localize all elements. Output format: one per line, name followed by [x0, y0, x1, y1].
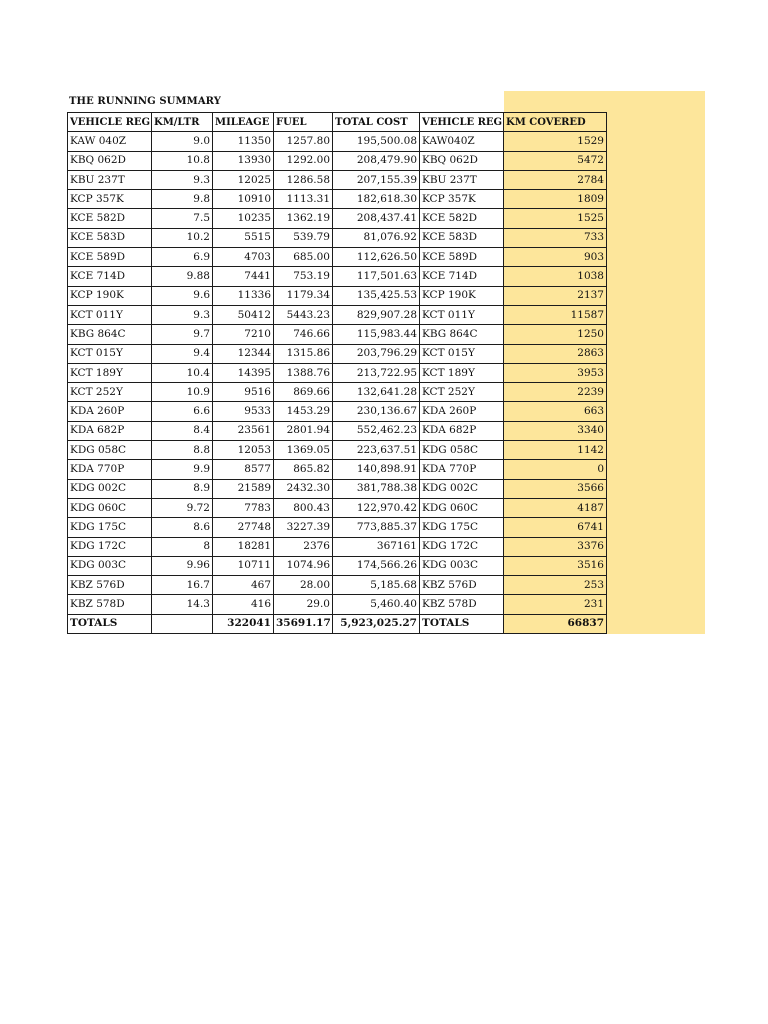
cell-km-covered: 3566: [504, 479, 607, 498]
cell-fuel: 29.0: [274, 595, 333, 614]
cell-km-covered: 1529: [504, 132, 607, 151]
header-mileage: MILEAGE: [213, 113, 274, 132]
table-row: [68, 344, 607, 363]
cell-km-covered: 3953: [504, 363, 607, 382]
cell-vehicle-reg: KCT 015Y: [68, 344, 152, 363]
cell-fuel: 1388.76: [274, 363, 333, 382]
cell-fuel: 1286.58: [274, 170, 333, 189]
cell-vehicle-reg: KDG 058C: [68, 441, 152, 460]
header-km-covered: KM COVERED: [504, 113, 607, 132]
table-row: [68, 460, 607, 479]
table-row: [68, 267, 607, 286]
cell-km-covered: 4187: [504, 498, 607, 517]
cell-vehicle-reg: KDG 060C: [68, 498, 152, 517]
cell-total-cost: 773,885.37: [333, 518, 420, 537]
cell-vehicle-reg: KDG 175C: [68, 518, 152, 537]
cell-km-covered: 2137: [504, 286, 607, 305]
cell-vehicle-reg: KBG 864C: [68, 325, 152, 344]
cell-fuel: 869.66: [274, 383, 333, 402]
cell-mileage: 7441: [213, 267, 274, 286]
table-row: [68, 286, 607, 305]
table-row: [68, 151, 607, 170]
cell-km-covered: 3376: [504, 537, 607, 556]
cell-km-ltr: 8.8: [152, 441, 213, 460]
cell-fuel: 1074.96: [274, 556, 333, 575]
cell-fuel: 2376: [274, 537, 333, 556]
table-row: [68, 595, 607, 614]
cell-total-cost: 81,076.92: [333, 228, 420, 247]
cell-vehicle-reg: KDA 260P: [68, 402, 152, 421]
cell-fuel: 1369.05: [274, 441, 333, 460]
table-row: [68, 248, 607, 267]
cell-total-cost: 381,788.38: [333, 479, 420, 498]
cell-vehicle-reg-2: KDG 058C: [420, 441, 504, 460]
cell-vehicle-reg-2: KCT 252Y: [420, 383, 504, 402]
cell-km-ltr: 8.4: [152, 421, 213, 440]
cell-vehicle-reg: KCE 589D: [68, 248, 152, 267]
cell-km-ltr: 14.3: [152, 595, 213, 614]
cell-km-ltr: 9.9: [152, 460, 213, 479]
cell-fuel: 865.82: [274, 460, 333, 479]
cell-km-ltr: 10.4: [152, 363, 213, 382]
table-row: [68, 479, 607, 498]
cell-km-ltr: 9.6: [152, 286, 213, 305]
cell-fuel: 1257.80: [274, 132, 333, 151]
cell-km-covered: 1809: [504, 190, 607, 209]
cell-km-ltr: 9.96: [152, 556, 213, 575]
cell-vehicle-reg: KBZ 578D: [68, 595, 152, 614]
totals-total-cost: 5,923,025.27: [333, 614, 420, 633]
table-row: [68, 402, 607, 421]
cell-total-cost: 5,185.68: [333, 576, 420, 595]
cell-mileage: 10910: [213, 190, 274, 209]
cell-km-covered: 663: [504, 402, 607, 421]
cell-mileage: 50412: [213, 305, 274, 324]
totals-label: TOTALS: [68, 614, 152, 633]
cell-fuel: 1362.19: [274, 209, 333, 228]
cell-fuel: 28.00: [274, 576, 333, 595]
table-row: [68, 209, 607, 228]
cell-vehicle-reg: KDG 172C: [68, 537, 152, 556]
cell-mileage: 11350: [213, 132, 274, 151]
cell-mileage: 21589: [213, 479, 274, 498]
cell-mileage: 11336: [213, 286, 274, 305]
cell-total-cost: 112,626.50: [333, 248, 420, 267]
table-row: [68, 190, 607, 209]
cell-total-cost: 5,460.40: [333, 595, 420, 614]
cell-fuel: 1179.34: [274, 286, 333, 305]
cell-km-covered: 903: [504, 248, 607, 267]
cell-vehicle-reg-2: KCP 190K: [420, 286, 504, 305]
cell-km-ltr: 8.9: [152, 479, 213, 498]
cell-vehicle-reg: KDA 770P: [68, 460, 152, 479]
cell-mileage: 4703: [213, 248, 274, 267]
cell-total-cost: 552,462.23: [333, 421, 420, 440]
running-summary-table: [67, 112, 607, 634]
cell-mileage: 14395: [213, 363, 274, 382]
cell-vehicle-reg-2: KCT 015Y: [420, 344, 504, 363]
cell-km-covered: 231: [504, 595, 607, 614]
cell-total-cost: 223,637.51: [333, 441, 420, 460]
cell-vehicle-reg-2: KBZ 578D: [420, 595, 504, 614]
cell-vehicle-reg-2: KDA 260P: [420, 402, 504, 421]
cell-vehicle-reg: KDG 003C: [68, 556, 152, 575]
cell-total-cost: 115,983.44: [333, 325, 420, 344]
cell-vehicle-reg-2: KBZ 576D: [420, 576, 504, 595]
cell-mileage: 23561: [213, 421, 274, 440]
cell-km-ltr: 6.9: [152, 248, 213, 267]
cell-vehicle-reg: KBU 237T: [68, 170, 152, 189]
cell-vehicle-reg: KDA 682P: [68, 421, 152, 440]
cell-vehicle-reg-2: KDG 060C: [420, 498, 504, 517]
cell-km-ltr: 9.7: [152, 325, 213, 344]
cell-mileage: 9516: [213, 383, 274, 402]
cell-vehicle-reg-2: KDG 172C: [420, 537, 504, 556]
totals-km-ltr: [152, 614, 213, 633]
cell-vehicle-reg: KCT 252Y: [68, 383, 152, 402]
cell-km-covered: 6741: [504, 518, 607, 537]
header-vehicle-reg-2: VEHICLE REG: [420, 113, 504, 132]
cell-vehicle-reg: KAW 040Z: [68, 132, 152, 151]
cell-total-cost: 203,796.29: [333, 344, 420, 363]
cell-total-cost: 117,501.63: [333, 267, 420, 286]
cell-km-ltr: 9.0: [152, 132, 213, 151]
table-row: [68, 498, 607, 517]
cell-mileage: 10235: [213, 209, 274, 228]
cell-km-covered: 253: [504, 576, 607, 595]
cell-fuel: 1113.31: [274, 190, 333, 209]
cell-km-covered: 733: [504, 228, 607, 247]
cell-vehicle-reg-2: KDG 002C: [420, 479, 504, 498]
table-row: [68, 228, 607, 247]
cell-km-ltr: 7.5: [152, 209, 213, 228]
cell-total-cost: 208,437.41: [333, 209, 420, 228]
cell-fuel: 1292.00: [274, 151, 333, 170]
totals-km-covered: 66837: [504, 614, 607, 633]
cell-fuel: 1453.29: [274, 402, 333, 421]
cell-total-cost: 208,479.90: [333, 151, 420, 170]
cell-mileage: 7783: [213, 498, 274, 517]
cell-km-covered: 2239: [504, 383, 607, 402]
totals-label-2: TOTALS: [420, 614, 504, 633]
cell-km-ltr: 10.8: [152, 151, 213, 170]
cell-km-ltr: 9.88: [152, 267, 213, 286]
cell-mileage: 416: [213, 595, 274, 614]
table-row: [68, 441, 607, 460]
cell-mileage: 9533: [213, 402, 274, 421]
cell-fuel: 5443.23: [274, 305, 333, 324]
cell-vehicle-reg-2: KCE 583D: [420, 228, 504, 247]
cell-mileage: 12053: [213, 441, 274, 460]
table-row: [68, 518, 607, 537]
cell-fuel: 753.19: [274, 267, 333, 286]
cell-km-covered: 5472: [504, 151, 607, 170]
cell-mileage: 12025: [213, 170, 274, 189]
cell-vehicle-reg-2: KDA 682P: [420, 421, 504, 440]
cell-mileage: 12344: [213, 344, 274, 363]
cell-km-covered: 1250: [504, 325, 607, 344]
cell-vehicle-reg-2: KCT 011Y: [420, 305, 504, 324]
cell-total-cost: 174,566.26: [333, 556, 420, 575]
cell-km-ltr: 9.8: [152, 190, 213, 209]
cell-km-ltr: 8.6: [152, 518, 213, 537]
cell-km-covered: 2784: [504, 170, 607, 189]
cell-fuel: 800.43: [274, 498, 333, 517]
cell-vehicle-reg-2: KAW040Z: [420, 132, 504, 151]
cell-vehicle-reg: KCE 582D: [68, 209, 152, 228]
table-row: [68, 421, 607, 440]
cell-mileage: 10711: [213, 556, 274, 575]
cell-km-covered: 1142: [504, 441, 607, 460]
cell-vehicle-reg-2: KBU 237T: [420, 170, 504, 189]
cell-total-cost: 213,722.95: [333, 363, 420, 382]
cell-vehicle-reg: KCP 357K: [68, 190, 152, 209]
cell-km-ltr: 9.3: [152, 305, 213, 324]
table-row: [68, 325, 607, 344]
cell-km-ltr: 6.6: [152, 402, 213, 421]
cell-km-ltr: 8: [152, 537, 213, 556]
totals-mileage: 322041: [213, 614, 274, 633]
header-km-ltr: KM/LTR: [152, 113, 213, 132]
header-row: [68, 113, 607, 132]
cell-km-covered: 3340: [504, 421, 607, 440]
cell-mileage: 13930: [213, 151, 274, 170]
cell-vehicle-reg-2: KCE 589D: [420, 248, 504, 267]
cell-km-covered: 1525: [504, 209, 607, 228]
cell-vehicle-reg-2: KBG 864C: [420, 325, 504, 344]
cell-km-ltr: 9.72: [152, 498, 213, 517]
cell-total-cost: 367161: [333, 537, 420, 556]
cell-mileage: 7210: [213, 325, 274, 344]
cell-mileage: 8577: [213, 460, 274, 479]
cell-vehicle-reg-2: KDA 770P: [420, 460, 504, 479]
totals-fuel: 35691.17: [274, 614, 333, 633]
table-row: [68, 170, 607, 189]
cell-total-cost: 182,618.30: [333, 190, 420, 209]
table-row: [68, 132, 607, 151]
cell-vehicle-reg-2: KDG 003C: [420, 556, 504, 575]
cell-fuel: 746.66: [274, 325, 333, 344]
cell-fuel: 2432.30: [274, 479, 333, 498]
cell-total-cost: 230,136.67: [333, 402, 420, 421]
cell-mileage: 18281: [213, 537, 274, 556]
cell-fuel: 1315.86: [274, 344, 333, 363]
cell-fuel: 539.79: [274, 228, 333, 247]
cell-total-cost: 140,898.91: [333, 460, 420, 479]
cell-total-cost: 122,970.42: [333, 498, 420, 517]
cell-mileage: 27748: [213, 518, 274, 537]
cell-km-covered: 0: [504, 460, 607, 479]
header-fuel: FUEL: [274, 113, 333, 132]
table-body: [68, 132, 607, 614]
sheet-title: THE RUNNING SUMMARY: [69, 96, 222, 107]
cell-total-cost: 207,155.39: [333, 170, 420, 189]
cell-vehicle-reg: KCE 714D: [68, 267, 152, 286]
cell-vehicle-reg-2: KBQ 062D: [420, 151, 504, 170]
header-vehicle-reg: VEHICLE REG: [68, 113, 152, 132]
cell-total-cost: 829,907.28: [333, 305, 420, 324]
cell-total-cost: 132,641.28: [333, 383, 420, 402]
cell-vehicle-reg: KDG 002C: [68, 479, 152, 498]
cell-vehicle-reg: KCP 190K: [68, 286, 152, 305]
cell-km-ltr: 10.2: [152, 228, 213, 247]
cell-total-cost: 135,425.53: [333, 286, 420, 305]
cell-vehicle-reg: KCT 011Y: [68, 305, 152, 324]
table-row: [68, 556, 607, 575]
cell-vehicle-reg-2: KCT 189Y: [420, 363, 504, 382]
table-row: [68, 363, 607, 382]
cell-fuel: 2801.94: [274, 421, 333, 440]
cell-vehicle-reg: KCT 189Y: [68, 363, 152, 382]
cell-vehicle-reg-2: KCP 357K: [420, 190, 504, 209]
totals-row: [68, 614, 607, 633]
cell-km-ltr: 9.3: [152, 170, 213, 189]
cell-fuel: 3227.39: [274, 518, 333, 537]
cell-km-covered: 11587: [504, 305, 607, 324]
cell-vehicle-reg: KBQ 062D: [68, 151, 152, 170]
cell-mileage: 5515: [213, 228, 274, 247]
cell-mileage: 467: [213, 576, 274, 595]
cell-km-ltr: 10.9: [152, 383, 213, 402]
header-total-cost: TOTAL COST: [333, 113, 420, 132]
cell-km-covered: 2863: [504, 344, 607, 363]
cell-vehicle-reg: KCE 583D: [68, 228, 152, 247]
cell-km-covered: 1038: [504, 267, 607, 286]
table-row: [68, 383, 607, 402]
cell-vehicle-reg-2: KCE 582D: [420, 209, 504, 228]
cell-vehicle-reg-2: KDG 175C: [420, 518, 504, 537]
cell-fuel: 685.00: [274, 248, 333, 267]
cell-vehicle-reg-2: KCE 714D: [420, 267, 504, 286]
cell-km-ltr: 9.4: [152, 344, 213, 363]
cell-total-cost: 195,500.08: [333, 132, 420, 151]
cell-vehicle-reg: KBZ 576D: [68, 576, 152, 595]
cell-km-covered: 3516: [504, 556, 607, 575]
cell-km-ltr: 16.7: [152, 576, 213, 595]
table-row: [68, 537, 607, 556]
table-row: [68, 305, 607, 324]
table-row: [68, 576, 607, 595]
